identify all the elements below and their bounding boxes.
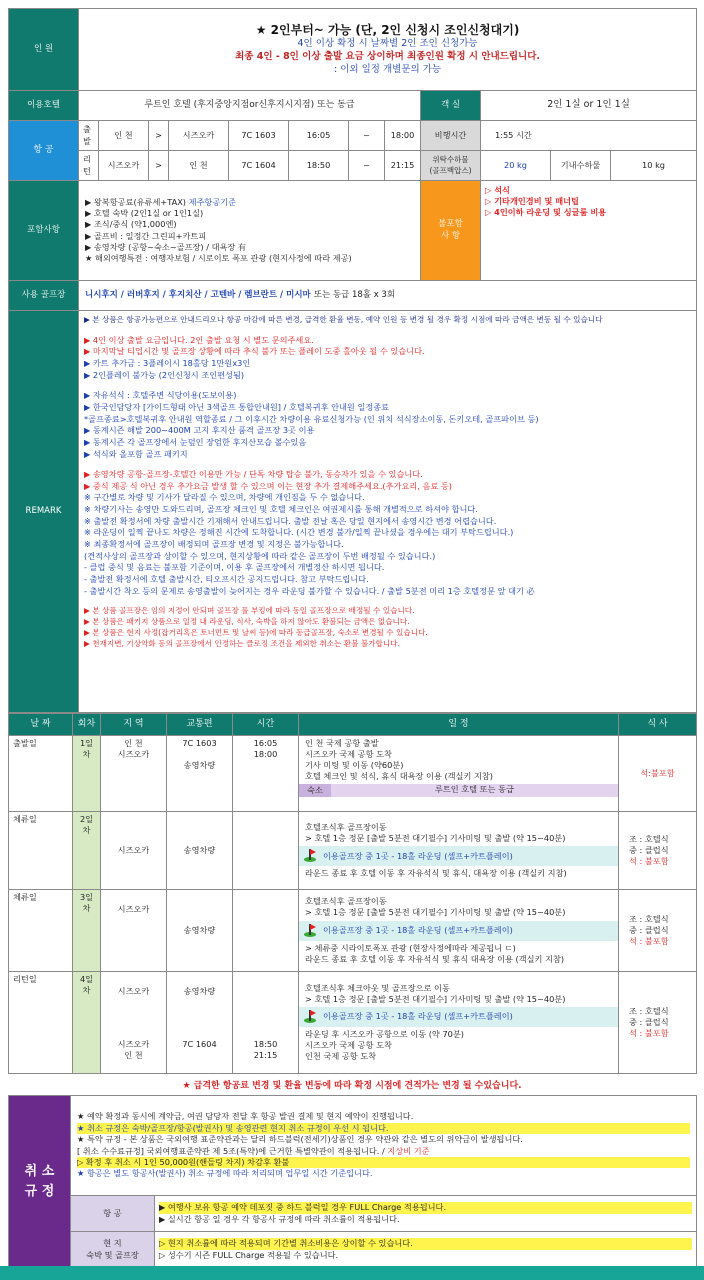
row-meal: 조 : 호텔식 중 : 클럽식 석 : 불포함 (619, 972, 697, 1074)
intro-line-2: 4인 이상 확정 시 날짜별 2인 조인 신청가능 (297, 38, 478, 50)
golf-flag-icon (303, 849, 317, 863)
policy-line: ★ 항공은 별도 항공사(발권사) 취소 규정에 따라 처리되며 업무일 시간 기준입니다. (77, 1168, 373, 1179)
price-change-notice: ★ 급격한 항공료 변경 및 환율 변동에 따라 확정 시점에 견적가는 변경 될 수있습니다. (182, 1081, 522, 1091)
row-time: 16:05 18:00 (233, 736, 299, 812)
flight-label: 항 공 (9, 121, 79, 181)
remark-line: ▶ 중식 제공 식 아닌 경우 추가요금 발생 할 수 있으며 이는 현장 추가 결제해주세요.(추가요리, 음료 등) (84, 480, 452, 491)
stay-label: 숙소 (299, 784, 331, 797)
hotel-label: 이용호텔 (9, 91, 79, 121)
col-day: 회차 (73, 714, 101, 736)
included-item: ▶ 송영차량 (공항~숙소~골프장) / 대욕장 有 (85, 241, 247, 252)
carry-on-value: 10 kg (611, 151, 697, 181)
flight-time-label: 비행시간 (421, 121, 481, 151)
remark-line: ▶ 천재지변, 기상악화 등의 골프장에서 인정하는 클로징 조건을 제외한 취소는 환불 불가합니다. (84, 638, 400, 648)
row-day: 2일차 (73, 812, 101, 890)
policy-line: [ 취소 수수료규정] 국외여행표준약관 제 5조(특약)에 근거한 특별약관이 적용됩니다. / 지상비 기준 (77, 1145, 430, 1156)
tour-info-sheet (8, 8, 696, 1268)
local-line: ▷ 성수기 시즌 FULL Charge 적용될 수 있습니다. (159, 1249, 339, 1260)
flight-to: 인 천 (169, 151, 229, 181)
intro-title: ★ 2인부터~ 가능 (단, 2인 신청시 조인신청대기) (255, 23, 520, 38)
remark-line: ▶ 한국인담당자 [가이드형태 아닌 3색골프 통합안내원] / 호텔복귀후 안내원 일정종료 (84, 401, 390, 412)
remark-line: ▶ 본 상품은 패키지 상품으로 일정 내 라운딩, 식사, 숙박을 하지 않아도 환불되는 금액은 없습니다. (84, 617, 410, 627)
row-region: 시즈오카 시즈오카 인 천 (101, 972, 167, 1074)
excluded-item: ▷ 기타개인경비 및 매너팁 (485, 196, 579, 207)
remark-line: ▶ 2인플레이 불가능 (2인신청시 조인편성됨) (84, 369, 245, 380)
flight-arrow: > (149, 121, 169, 151)
room-value: 2인 1실 or 1인 1실 (481, 91, 697, 121)
policy-lines (71, 1096, 697, 1196)
row-meal: 조 : 호텔식 중 : 클럽식 석 : 불포함 (619, 812, 697, 890)
schedule-row-day3 (9, 890, 697, 972)
remark-line: (견적사상의 골프장과 상이할 수 있으며, 현지상황에 따라 같은 골프장이 두번 배정될 수 있습니다.) (84, 550, 436, 561)
golf-round-text: 이용골프장 중 1곳 - 18홀 라운딩 (셀프+카트플레이) (323, 1011, 513, 1022)
row-date: 리턴일 (9, 972, 73, 1074)
row-region: 인 천 시즈오카 (101, 736, 167, 812)
golf-flag-icon (303, 924, 317, 938)
row-transport: 7C 1603 송영차량 (167, 736, 233, 812)
flight-row-outbound (9, 121, 697, 151)
flight-arrow: > (149, 151, 169, 181)
row-date: 체류일 (9, 890, 73, 972)
schedule-table (8, 713, 697, 1074)
col-region: 지 역 (101, 714, 167, 736)
included-item: ▶ 왕복항공료(유류세+TAX) 제주항공기준 (85, 197, 237, 208)
remark-line: ▶ 본 상품 골프장은 임의 지정이 안되며 골프장 풀 부킹에 따라 동일 골프장으로 배정될 수 있습니다. (84, 606, 415, 616)
row-transport: 송영차량 7C 1604 (167, 972, 233, 1074)
air-lines (155, 1196, 697, 1232)
remark-line: ▶ 송영차량 공항-골프장-호텔간 이용만 가능 / 단독 차량 탑승 불가, 동승자가 있을 수 있습니다. (84, 469, 423, 480)
courses-label: 사용 골프장 (9, 281, 79, 311)
local-lines (155, 1232, 697, 1268)
golf-round-bar (299, 846, 618, 866)
flight-type: 리턴 (79, 151, 99, 181)
intro-cell (79, 9, 697, 91)
col-transport: 교통편 (167, 714, 233, 736)
remark-line: ▶ 본 상품은 항공가능편으로 안내드리오나 항공 마감에 따른 변경, 급격한 환율 변동, 예약 인원 등 변경 될 경우 확정 시점에 따라 금액은 변동 될 수 있습니다 (84, 315, 603, 324)
remark-body (79, 311, 697, 713)
remark-gap (84, 326, 691, 335)
row-itinerary: 호텔조식후 골프장이동 > 호텔 1층 정문 [출발 5분전 대기필수] 기사미팅 및 출발 (약 15~40분) 이용골프장 중 1곳 - 18홀 라운딩 (셀프+카트플레이) > 체류중 시라이토폭포 관광 (현장사정에따라 제공됩니 ㄷ) 라운드 종료 후 호텔 이동 후 자유석식 및 휴식 대욕장 이용 (객실키 지참) (299, 890, 619, 972)
remark-label: REMARK (9, 311, 79, 713)
hotel-value: 루트인 호텔 (후지중앙지점or신후지시지점) 또는 동급 (79, 91, 421, 121)
air-label: 항 공 (71, 1196, 155, 1232)
row-region: 시즈오카 (101, 812, 167, 890)
row-region: 시즈오카 (101, 890, 167, 972)
row-itinerary: 호텔조식후 체크아웃 및 골프장으로 이동 > 호텔 1층 정문 [출발 5분전 대기필수] 기사미팅 및 출발 (약 15~40분) 이용골프장 중 1곳 - 18홀 라운딩 (셀프+카트플레이) 라운딩 후 시즈오카 공항으로 이동 (약 70분) 시즈오카 국제 공항 도착 인천 국제 공항 도착 (299, 972, 619, 1074)
schedule-row-day1 (9, 736, 697, 812)
schedule-row-day4 (9, 972, 697, 1074)
flight-time-value: 1:55 시간 (481, 121, 697, 151)
room-label: 객 실 (421, 91, 481, 121)
intro-label: 인 원 (9, 9, 79, 91)
flight-tilde: ~ (349, 121, 385, 151)
included-item: ★ 해외여행특전 : 여행자보험 / 시로이토 폭포 관광 (현지사정에 따라 제공) (85, 252, 352, 263)
flight-tilde: ~ (349, 151, 385, 181)
intro-line-3: 최종 4인 - 8인 이상 출발 요금 상이하며 최종인원 확정 시 안내드립니다. (235, 51, 540, 63)
flight-to: 시즈오카 (169, 121, 229, 151)
col-meal: 식 사 (619, 714, 697, 736)
row-day: 4일차 (73, 972, 101, 1074)
info-table (8, 8, 697, 713)
remark-line: ▶ 동계시즌 해발 200~400M 고지 후지산 품격 골프장 3곳 이용 (84, 425, 315, 436)
schedule-row-day2 (9, 812, 697, 890)
included-item: ▶ 골프비 : 일정간 그린피+카트피 (85, 230, 207, 241)
remark-line: ▶ 4인 이상 출발 요금입니다. 2인 출발 요청 시 별도 문의주세요. (84, 334, 314, 345)
policy-line: ▷ 확정 후 취소 시 1인 50,000원(핸들링 차지) 차감후 환불 (77, 1157, 690, 1168)
row-itinerary: 인 천 국제 공항 출발 시즈오카 국제 공항 도착 기사 미팅 및 이동 (약60분) 호텔 체크인 및 석식, 휴식 대욕장 이용 (객실키 지참) 숙소 루트인 호텔 또는 동급 (299, 736, 619, 812)
row-date: 출발일 (9, 736, 73, 812)
golf-round-bar (299, 921, 618, 941)
golf-round-text: 이용골프장 중 1곳 - 18홀 라운딩 (셀프+카트플레이) (323, 850, 513, 861)
row-time (233, 890, 299, 972)
row-transport: 송영차량 (167, 890, 233, 972)
remark-line: ▶ 석식와 올포함 골프 패키지 (84, 448, 188, 459)
row-date: 체류일 (9, 812, 73, 890)
remark-line: ▶ 카트 추가금 : 3플레이시 18홀당 1만원x3인 (84, 358, 251, 369)
remark-line: ※ 출발전 확정서에 차량 출발시간 기재해서 안내드립니다. 출발 전날 혹은 당일 현지에서 송영시간 변경 어렵습니다. (84, 515, 497, 526)
remark-gap (84, 460, 691, 469)
meet-line: > 호텔 1층 정문 [출발 5분전 대기필수] 기사미팅 및 출발 (약 15~40분) (305, 832, 566, 843)
flight-code: 7C 1604 (229, 151, 289, 181)
checked-bag-label: 위탁수하물 (골프백압스) (421, 151, 481, 181)
row-itinerary: 호텔조식후 골프장이동 > 호텔 1층 정문 [출발 5분전 대기필수] 기사미팅 및 출발 (약 15~40분) 이용골프장 중 1곳 - 18홀 라운딩 (셀프+카트플레이) 라운드 종료 후 호텔 이동 후 자유석식 및 휴식, 대욕장 이용 (객실키 지참) (299, 812, 619, 890)
flight-from: 시즈오카 (99, 151, 149, 181)
remark-line: ▶ 동계시즌 각 골프장에서 눈덮인 장엄한 후지산모습 볼수있음 (84, 436, 307, 447)
golf-round-bar (299, 1007, 618, 1027)
flight-code: 7C 1603 (229, 121, 289, 151)
remark-line: ▶ 자유석식 : 호텔주변 식당이용(도보이용) (84, 390, 237, 401)
row-day: 3일차 (73, 890, 101, 972)
policy-label: 취 소 규 정 (9, 1096, 71, 1268)
schedule-header (9, 714, 697, 736)
included-item: ▶ 조식/중식 (약1,000엔) (85, 219, 177, 230)
local-line: ▷ 현지 취소률에 따라 적용되며 기간별 취소비용은 상이할 수 있습니다. (159, 1238, 692, 1249)
row-time (233, 812, 299, 890)
row-day: 1일차 (73, 736, 101, 812)
remark-line: ※ 구간별로 차량 및 기사가 달라질 수 있으며, 차량에 개인짐을 두 수 없습니다. (84, 492, 365, 503)
footer-bar (0, 1266, 704, 1280)
remark-gap (84, 381, 691, 390)
policy-line: ★ 예약 확정과 동시에 계약금, 여권 담당자 전달 후 항공 발권 결제 및 현지 예약이 진행됩니다. (77, 1111, 414, 1122)
flight-dep: 18:50 (289, 151, 349, 181)
included-list (79, 181, 421, 281)
checked-bag-value: 20 kg (481, 151, 551, 181)
col-time: 시간 (233, 714, 299, 736)
remark-line: ※ 라운딩이 일찍 끝나도 차량은 정해진 시간에 도착합니다. (시간 변경 불가/일찍 끝나셨을 경우에는 대기 부탁드립니다.) (84, 527, 514, 538)
stay-bar (299, 784, 618, 797)
remark-line: - 클럽 중식 및 음료는 불포함 기준이며, 이용 후 골프장에서 개별정산 하시면 됩니다. (84, 562, 385, 573)
remark-line: ▶ 마지막날 티업시간 및 골프장 상황에 따라 추식 불가 또는 플레이 도중 홀아웃 될 수 있습니다. (84, 346, 425, 357)
courses-value: 니시후지 / 러버후지 / 후지치산 / 고텐바 / 렘브란트 / 미시마 또는 동급 18홀 x 3회 (79, 281, 697, 311)
air-line: ▶ 실시간 항공 일 경우 각 항공사 규정에 따라 취소률이 적용됩니다. (159, 1213, 400, 1224)
remark-line: ※ 차량기사는 송영만 도와드리며, 골프장 체크인 및 호텔 체크인은 여권제시를 통해 개별적으로 하셔야 합니다. (84, 504, 478, 515)
carry-on-label: 기내수하물 (551, 151, 611, 181)
cancel-policy-table (8, 1095, 697, 1268)
remark-gap (84, 597, 691, 606)
excluded-list (481, 181, 697, 281)
policy-line: ★ 특약 규정 - 본 상품은 국외여행 표준약관과는 달리 하드블럭(전세기)상품인 경우 약관와 같은 별도의 위약금이 발생됩니다. (77, 1134, 523, 1145)
flight-row-return (9, 151, 697, 181)
local-label: 현 지 숙박 및 골프장 (71, 1232, 155, 1268)
row-time: 18:50 21:15 (233, 972, 299, 1074)
remark-line: - 출발전 확정서에 호텔 출발시간, 티오프시간 공지드립니다. 참고 부탁드립니다. (84, 573, 369, 584)
flight-type: 출발 (79, 121, 99, 151)
excluded-item: ▷ 4인이하 라운딩 및 싱글룸 비용 (485, 207, 607, 218)
remark-line: - 출발시간 착오 등의 문제로 송영출발이 늦어지는 경우 라운딩 불가할 수 있습니다. / 출발 5분전 미리 1층 호텔정문 앞 대기 必 (84, 585, 535, 596)
remark-line: ※ 최종확정서에 골프장이 배정되며 골프장 변경 및 지정은 불가능합니다. (84, 539, 344, 550)
included-item: ▶ 호텔 숙박 (2인1실 or 1인1실) (85, 208, 204, 219)
policy-line: ★ 취소 규정은 숙박/골프장/항공(발권사) 및 송영관련 현지 취소 규정이 우선 시 됩니다. (77, 1123, 690, 1134)
golf-round-text: 이용골프장 중 1곳 - 18홀 라운딩 (셀프+카트플레이) (323, 924, 513, 935)
excluded-label: 불포함 사 항 (421, 181, 481, 281)
remark-line: *골프종료>호텔복귀후 안내원 역할종료 / 그 이후시간 차량이용 유료신청가능 (인 위치 석식장소이동, 돈키오테, 골프파이브 등) (84, 413, 539, 424)
flight-arr: 18:00 (385, 121, 421, 151)
flight-dep: 16:05 (289, 121, 349, 151)
row-meal: 조 : 호텔식 중 : 클럽식 석 : 불포함 (619, 890, 697, 972)
stay-value: 루트인 호텔 또는 동급 (434, 784, 514, 795)
excluded-item: ▷ 석식 (485, 185, 510, 195)
air-line: ▶ 여행사 보유 항공 예약 데포짓 중 하드 블럭일 경우 FULL Charge 적용됩니다. (159, 1202, 692, 1213)
remark-lines (84, 315, 691, 649)
col-date: 날 짜 (9, 714, 73, 736)
remark-line: ▶ 본 상품은 현지 사정(잡거리혹은 토너먼트 및 날씨 등)에 따라 동급골프장, 숙소로 변경될 수 있습니다. (84, 627, 428, 637)
row-transport: 송영차량 (167, 812, 233, 890)
row-meal: 석:불포함 (619, 736, 697, 812)
included-label: 포함사항 (9, 181, 79, 281)
flight-from: 인 천 (99, 121, 149, 151)
col-itinerary: 일 정 (299, 714, 619, 736)
intro-line-4: : 이외 일정 개별문의 가능 (334, 64, 442, 75)
flight-arr: 21:15 (385, 151, 421, 181)
golf-flag-icon (303, 1010, 317, 1024)
